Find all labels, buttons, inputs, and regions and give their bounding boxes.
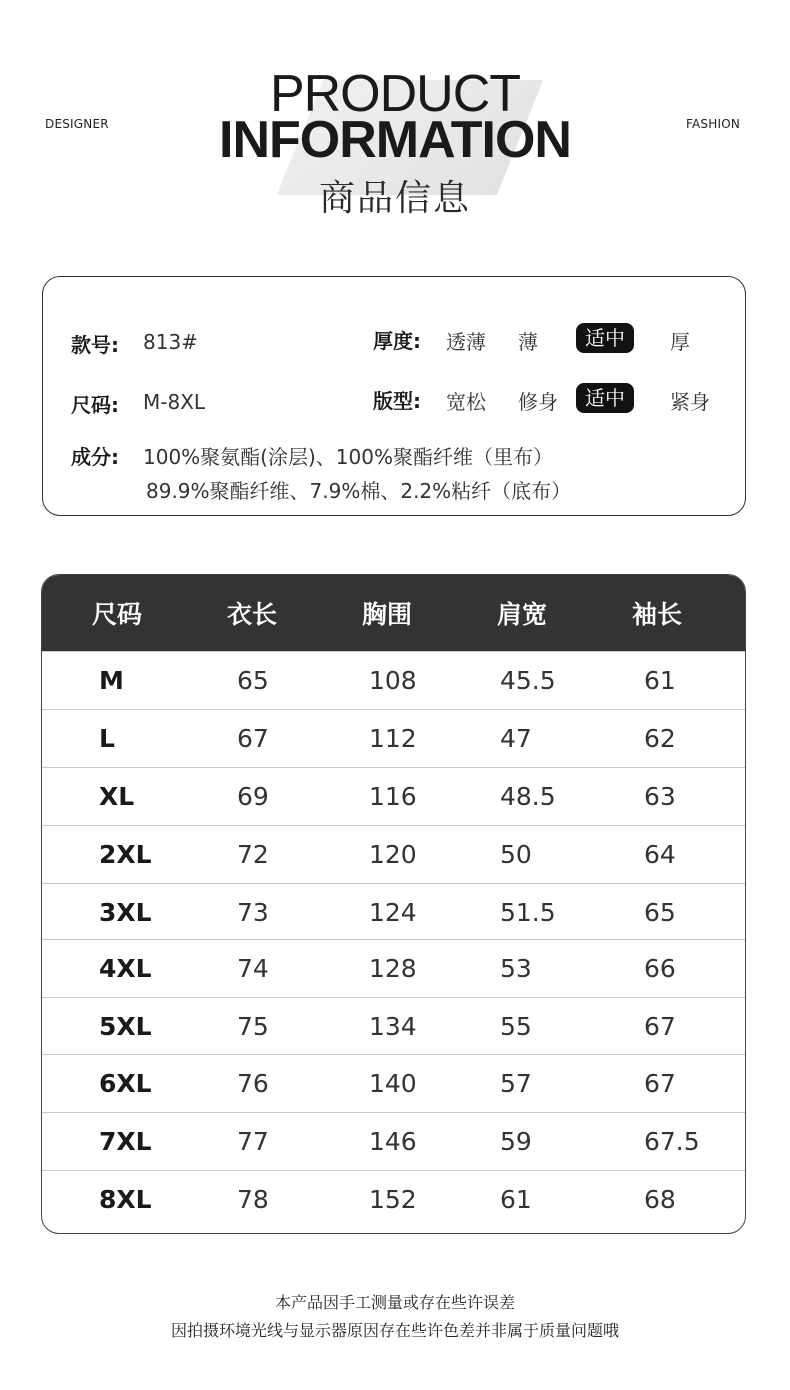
cell-sleeve: 67	[644, 1012, 676, 1041]
cell-shoulder: 53	[500, 954, 532, 983]
cell-chest: 112	[369, 724, 417, 753]
cell-shoulder: 51.5	[500, 898, 556, 927]
measurement-note: 本产品因手工测量或存在些许误差	[274, 1293, 515, 1312]
size-chart-table	[41, 574, 746, 1234]
cell-size: 8XL	[99, 1185, 152, 1214]
fit-option-slim: 修身	[518, 390, 558, 414]
cell-sleeve: 68	[644, 1185, 676, 1214]
style-no-value: 813#	[143, 330, 198, 354]
cell-shoulder: 55	[500, 1012, 532, 1041]
cell-chest: 108	[369, 666, 417, 695]
cell-size: M	[99, 666, 124, 695]
cell-length: 75	[237, 1012, 269, 1041]
thickness-option-thick: 厚	[670, 330, 690, 354]
fashion-label: FASHION	[686, 117, 741, 131]
table-header-row	[42, 575, 745, 651]
thickness-label: 厚度:	[373, 329, 421, 353]
cell-sleeve: 67	[644, 1069, 676, 1098]
cell-shoulder: 45.5	[500, 666, 556, 695]
material-line-1: 100%聚氨酯(涂层)、100%聚酯纤维（里布）	[143, 445, 553, 469]
cell-length: 74	[237, 954, 269, 983]
material-label: 成分:	[71, 445, 119, 469]
cell-size: 3XL	[99, 898, 152, 927]
size-label: 尺码:	[71, 393, 119, 417]
cell-shoulder: 57	[500, 1069, 532, 1098]
cell-sleeve: 61	[644, 666, 676, 695]
cell-sleeve: 65	[644, 898, 676, 927]
cell-sleeve: 63	[644, 782, 676, 811]
cell-shoulder: 47	[500, 724, 532, 753]
cell-size: L	[99, 724, 115, 753]
cell-shoulder: 48.5	[500, 782, 556, 811]
cell-chest: 146	[369, 1127, 417, 1156]
cell-size: 4XL	[99, 954, 152, 983]
cell-chest: 134	[369, 1012, 417, 1041]
color-note: 因拍摄环境光线与显示器原因存在些许色差并非属于质量问题哦	[170, 1321, 619, 1340]
cell-chest: 140	[369, 1069, 417, 1098]
table-row	[42, 709, 745, 766]
cell-chest: 128	[369, 954, 417, 983]
table-row	[42, 1112, 745, 1169]
cell-sleeve: 67.5	[644, 1127, 700, 1156]
cell-length: 76	[237, 1069, 269, 1098]
designer-label: DESIGNER	[45, 117, 109, 131]
fit-label: 版型:	[373, 389, 421, 413]
material-line-2: 89.9%聚酯纤维、7.9%棉、2.2%粘纤（底布）	[146, 479, 572, 503]
header-chest: 胸围	[362, 600, 413, 629]
table-row	[42, 767, 745, 824]
fit-option-regular-selected: 适中	[576, 383, 634, 413]
cell-length: 72	[237, 840, 269, 869]
cell-length: 78	[237, 1185, 269, 1214]
cell-length: 65	[237, 666, 269, 695]
cell-shoulder: 59	[500, 1127, 532, 1156]
fit-option-loose: 宽松	[446, 390, 486, 414]
cell-size: 7XL	[99, 1127, 152, 1156]
cell-length: 67	[237, 724, 269, 753]
cell-sleeve: 66	[644, 954, 676, 983]
thickness-option-thin: 薄	[518, 330, 538, 354]
header-size: 尺码	[92, 600, 143, 629]
cell-length: 73	[237, 898, 269, 927]
product-info-card	[42, 276, 746, 516]
header-sleeve: 袖长	[632, 600, 683, 629]
table-row	[42, 651, 745, 708]
table-row	[42, 1054, 745, 1111]
cell-chest: 116	[369, 782, 417, 811]
cell-shoulder: 50	[500, 840, 532, 869]
cell-length: 69	[237, 782, 269, 811]
title-product: PRODUCT	[269, 65, 521, 123]
cell-size: XL	[99, 782, 135, 811]
cell-chest: 152	[369, 1185, 417, 1214]
cell-length: 77	[237, 1127, 269, 1156]
thickness-option-medium-selected: 适中	[576, 323, 634, 353]
cell-chest: 120	[369, 840, 417, 869]
table-row	[42, 883, 745, 940]
style-no-label: 款号:	[71, 333, 119, 357]
cell-size: 5XL	[99, 1012, 152, 1041]
cell-chest: 124	[369, 898, 417, 927]
cell-sleeve: 62	[644, 724, 676, 753]
table-row	[42, 1170, 745, 1227]
cell-size: 2XL	[99, 840, 152, 869]
thickness-option-sheer: 透薄	[446, 330, 486, 354]
table-row	[42, 997, 745, 1054]
cell-shoulder: 61	[500, 1185, 532, 1214]
size-range-value: M-8XL	[143, 390, 206, 414]
page-title	[0, 0, 790, 230]
cell-sleeve: 64	[644, 840, 676, 869]
table-row	[42, 825, 745, 882]
header-shoulder: 肩宽	[497, 600, 548, 629]
fit-option-tight: 紧身	[670, 390, 710, 414]
header-length: 衣长	[227, 600, 278, 629]
title-chinese: 商品信息	[318, 178, 471, 219]
table-row	[42, 939, 745, 996]
title-information: INFORMATION	[219, 111, 571, 169]
cell-size: 6XL	[99, 1069, 152, 1098]
